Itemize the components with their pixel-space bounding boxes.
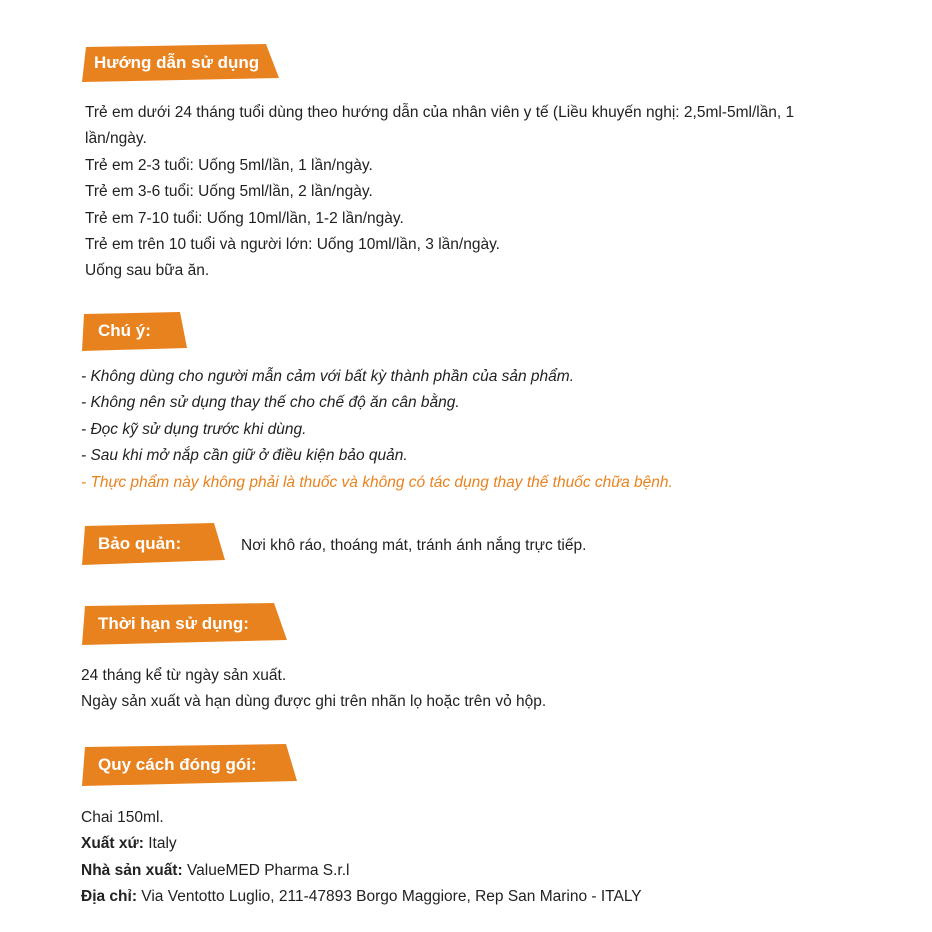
packaging-heading-badge — [80, 743, 298, 787]
packaging-text — [81, 805, 642, 911]
usage-line: Trẻ em 3-6 tuổi: Uống 5ml/lần, 2 lần/ngày. — [85, 183, 373, 201]
origin-row — [81, 831, 642, 857]
origin-label: Xuất xứ: — [81, 835, 144, 853]
packaging-heading: Quy cách đóng gói: — [98, 755, 257, 774]
usage-heading: Hướng dẫn sử dụng — [94, 53, 260, 72]
shelf-life-line: 24 tháng kể từ ngày sản xuất. — [81, 667, 287, 684]
maker-label: Nhà sản xuất: — [81, 861, 183, 879]
usage-line: lần/ngày. — [85, 130, 147, 148]
usage-line: Trẻ em 7-10 tuổi: Uống 10ml/lần, 1-2 lần/ngày. — [85, 209, 404, 227]
shelf-life-heading-badge — [80, 602, 288, 646]
notes-heading-badge — [80, 310, 188, 352]
address-value: Via Ventotto Luglio, 211-47893 Borgo Maggiore, Rep San Marino - ITALY — [141, 888, 642, 906]
shelf-life-heading: Thời hạn sử dụng: — [98, 614, 249, 633]
usage-line: Uống sau bữa ăn. — [85, 262, 210, 280]
shelf-life-text — [81, 663, 546, 716]
storage-text: Nơi khô ráo, thoáng mát, tránh ánh nắng trực tiếp. — [241, 537, 587, 554]
usage-line: Trẻ em 2-3 tuổi: Uống 5ml/lần, 1 lần/ngày. — [85, 156, 373, 174]
storage-heading: Bảo quản: — [98, 534, 182, 553]
shelf-life-line: Ngày sản xuất và hạn dùng được ghi trên nhãn lọ hoặc trên vỏ hộp. — [81, 693, 547, 711]
usage-text — [85, 100, 794, 285]
storage-heading-badge — [80, 522, 226, 566]
notes-line: - Không dùng cho người mẫn cảm với bất kỳ thành phần của sản phẩm. — [81, 368, 574, 385]
notes-line: - Sau khi mở nắp cần giữ ở điều kiện bảo quản. — [81, 447, 408, 465]
notes-highlight-line: - Thực phẩm này không phải là thuốc và không có tác dụng thay thế thuốc chữa bệnh. — [81, 473, 673, 491]
origin-value: Italy — [148, 835, 177, 853]
notes-line: - Đọc kỹ sử dụng trước khi dùng. — [81, 420, 307, 438]
notes-heading: Chú ý: — [98, 321, 151, 340]
address-row — [81, 884, 642, 910]
usage-line: Trẻ em dưới 24 tháng tuổi dùng theo hướng dẫn của nhân viên y tế (Liều khuyến nghị: 2,5ml-5ml/lần, 1 — [85, 104, 795, 121]
address-label: Địa chỉ: — [81, 888, 137, 906]
notes-text — [81, 364, 673, 496]
maker-value: ValueMED Pharma S.r.l — [186, 861, 350, 879]
usage-heading-badge — [80, 42, 280, 84]
maker-row — [81, 858, 642, 884]
packaging-volume: Chai 150ml. — [81, 809, 164, 826]
usage-line: Trẻ em trên 10 tuổi và người lớn: Uống 10ml/lần, 3 lần/ngày. — [85, 236, 500, 254]
notes-line: - Không nên sử dụng thay thế cho chế độ ăn cân bằng. — [81, 394, 460, 412]
